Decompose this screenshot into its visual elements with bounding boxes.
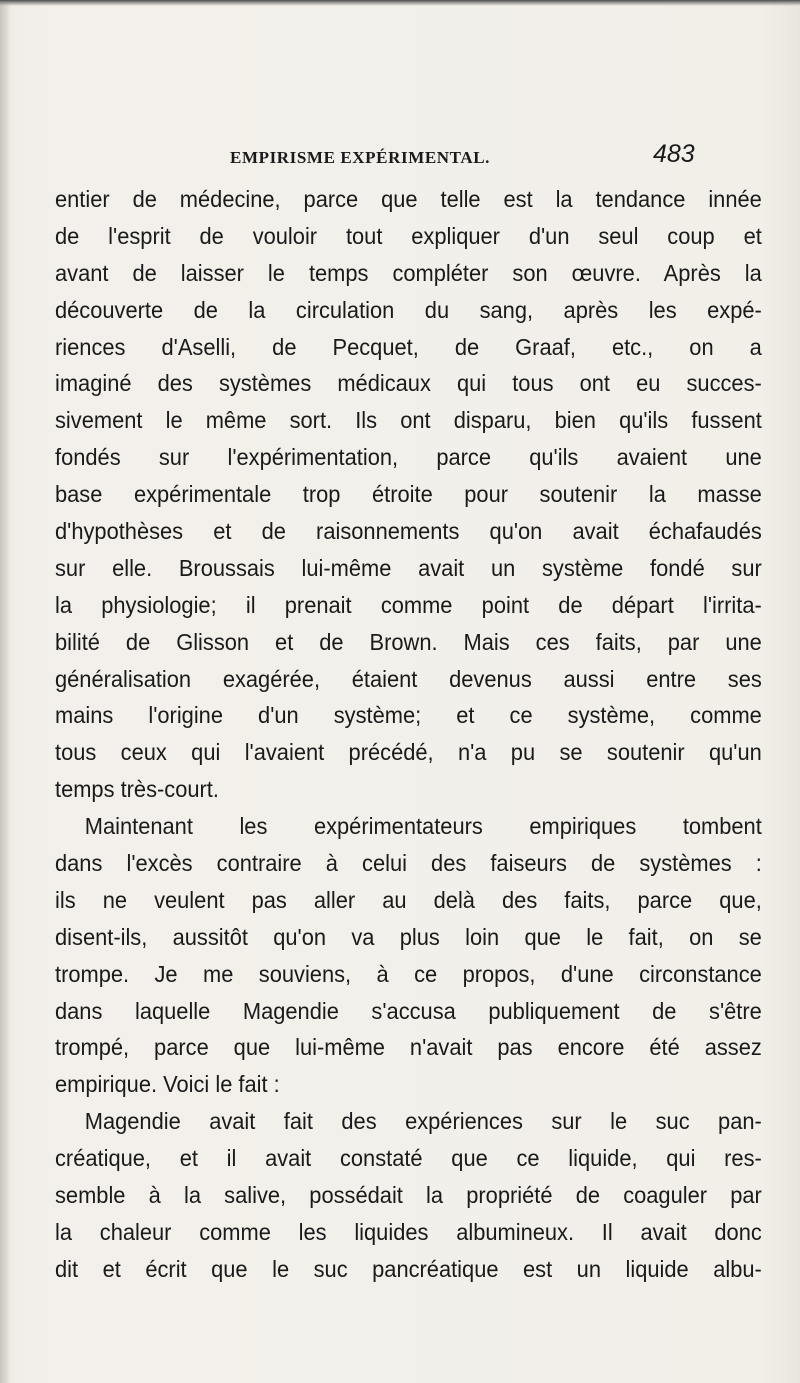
text-line: tous ceux qui l'avaient précédé, n'a pu se soutenir qu'un	[55, 739, 762, 766]
text-line: entier de médecine, parce que telle est la tendance innée	[55, 186, 762, 212]
text-line: la chaleur comme les liquides albumineux. Il avait donc	[55, 1218, 762, 1245]
page-binding-edge	[0, 0, 10, 1383]
page-number: 483	[653, 140, 695, 168]
text-line: disent-ils, aussitôt qu'on va plus loin que le fait, on se	[55, 923, 762, 950]
text-line: temps très-court.	[55, 776, 219, 803]
running-title: EMPIRISME EXPÉRIMENTAL.	[230, 148, 491, 167]
text-line: ils ne veulent pas aller au delà des faits, parce que,	[55, 886, 762, 913]
text-line: semble à la salive, possédait la propriété de coaguler par	[55, 1182, 762, 1209]
text-line: mains l'origine d'un système; et ce système, comme	[55, 702, 762, 729]
text-line: base expérimentale trop étroite pour soutenir la masse	[55, 481, 762, 508]
text-line: sur elle. Broussais lui-même avait un système fondé sur	[55, 554, 762, 581]
text-line: dans l'excès contraire à celui des faiseurs de systèmes :	[55, 850, 762, 877]
text-line: trompe. Je me souviens, à ce propos, d'une circonstance	[55, 960, 762, 987]
text-line: dans laquelle Magendie s'accusa publiquement de s'être	[55, 997, 762, 1024]
body-text	[55, 181, 770, 1288]
text-line: généralisation exagérée, étaient devenus aussi entre ses	[55, 665, 762, 692]
text-line: empirique. Voici le fait :	[55, 1071, 280, 1098]
text-line: Magendie avait fait des expériences sur le suc pan-	[84, 1108, 762, 1135]
text-line: dit et écrit que le suc pancréatique est un liquide albu-	[55, 1255, 762, 1282]
text-line: Maintenant les expérimentateurs empiriques tombent	[84, 813, 762, 840]
page-header	[40, 140, 760, 174]
text-line: la physiologie; il prenait comme point de départ l'irrita-	[55, 591, 762, 618]
text-line: avant de laisser le temps compléter son œuvre. Après la	[55, 259, 762, 286]
text-line: bilité de Glisson et de Brown. Mais ces faits, par une	[55, 628, 762, 655]
page-top-edge	[0, 0, 800, 6]
text-line: de l'esprit de vouloir tout expliquer d'un seul coup et	[55, 222, 762, 249]
text-line: riences d'Aselli, de Pecquet, de Graaf, etc., on a	[55, 333, 762, 360]
text-line: créatique, et il avait constaté que ce liquide, qui res-	[55, 1145, 762, 1172]
text-line: découverte de la circulation du sang, après les expé-	[55, 296, 762, 323]
text-line: d'hypothèses et de raisonnements qu'on avait échafaudés	[55, 518, 762, 545]
text-line: fondés sur l'expérimentation, parce qu'ils avaient une	[55, 444, 762, 471]
text-line: sivement le même sort. Ils ont disparu, bien qu'ils fussent	[55, 407, 762, 434]
text-line: imaginé des systèmes médicaux qui tous ont eu succes-	[55, 370, 762, 397]
text-line: trompé, parce que lui-même n'avait pas encore été assez	[55, 1034, 762, 1061]
